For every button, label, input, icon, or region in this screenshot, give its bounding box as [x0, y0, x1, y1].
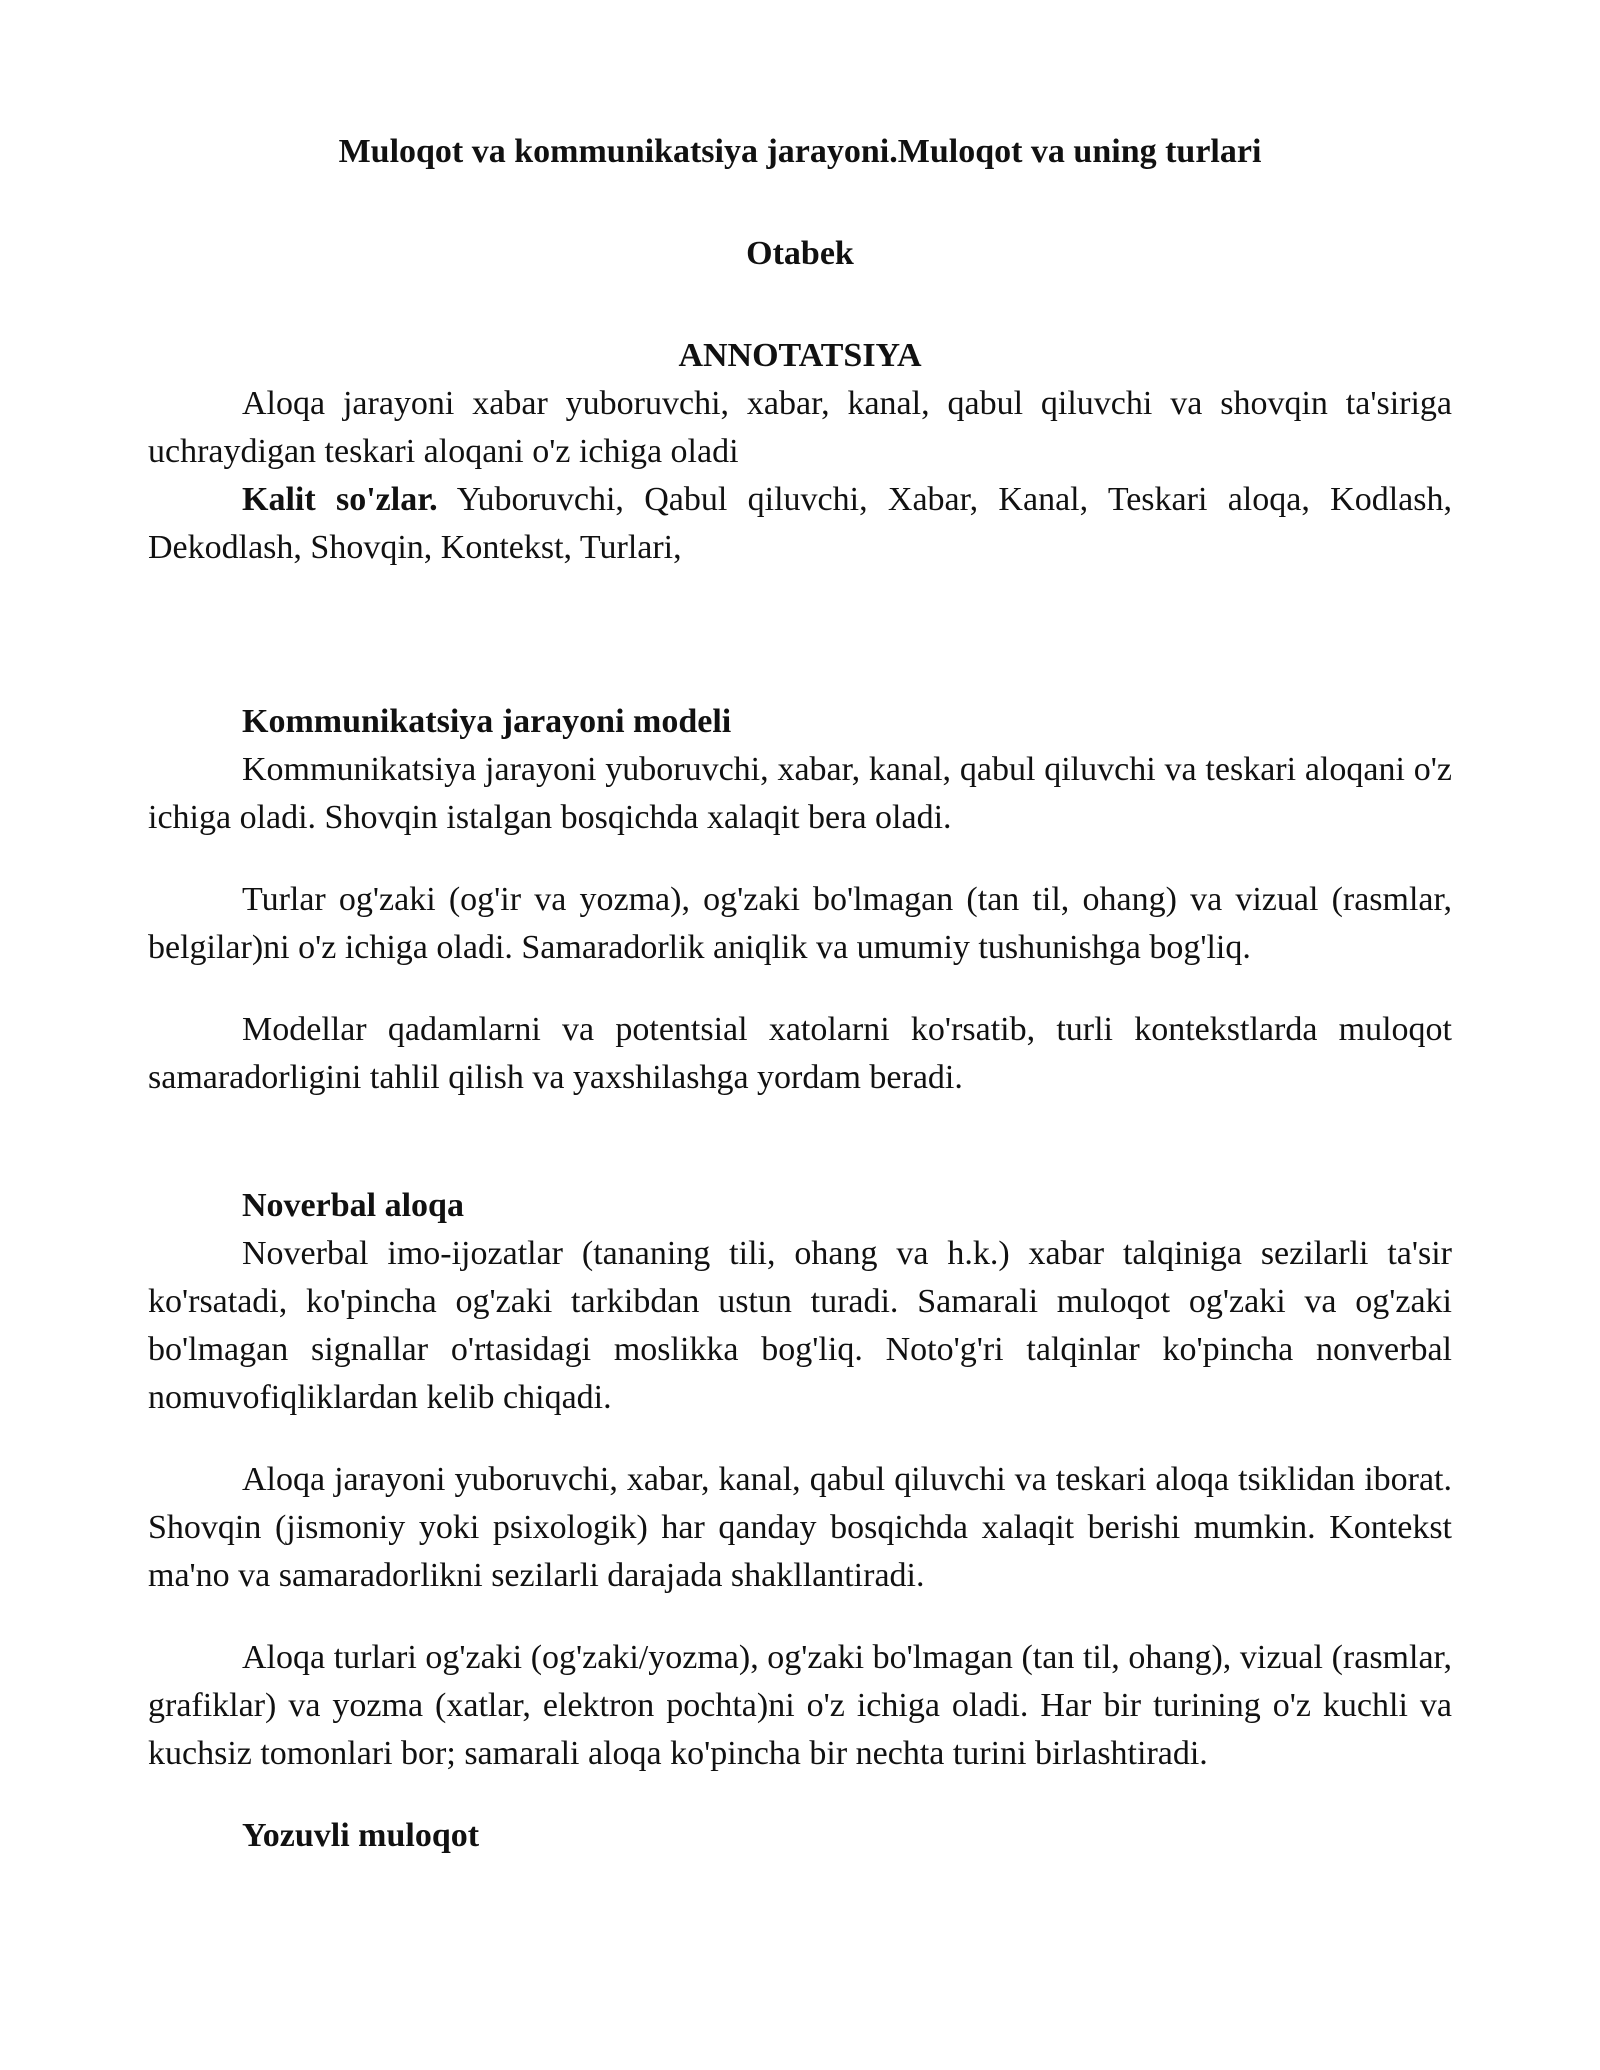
section-heading-nonverbal: Noverbal aloqa — [242, 1187, 464, 1224]
paragraph: Noverbal imo-ijozatlar (tananing tili, ohang va h.k.) xabar talqiniga sezilarli ta'sir ko'rsatadi, ko'pincha og'zaki tarkibdan ustun turadi. Samarali muloqot og'zaki va og'zaki bo'lmagan signallar o'rtasidagi moslikka bog'liq. Noto'g'ri talqinlar ko'pincha nonverbal nomuvofiqliklardan kelib chiqadi. — [148, 1235, 1452, 1416]
document-title: Muloqot va kommunikatsiya jarayoni.Muloqot va uning turlari — [338, 133, 1262, 170]
keywords-label: Kalit so'zlar. — [242, 481, 438, 518]
section-heading-model: Kommunikatsiya jarayoni modeli — [242, 703, 732, 740]
keywords-paragraph — [148, 476, 1452, 572]
keywords-text: Yuboruvchi, Qabul qiluvchi, Xabar, Kanal, Teskari aloqa, Kodlash, Dekodlash, Shovqin, Kontekst, Turlari, — [148, 481, 1452, 566]
paragraph: Turlar og'zaki (og'ir va yozma), og'zaki bo'lmagan (tan til, ohang) va vizual (rasmlar, belgilar)ni o'z ichiga oladi. Samaradorlik aniqlik va umumiy tushunishga bog'liq. — [148, 881, 1452, 966]
section-heading-written: Yozuvli muloqot — [242, 1817, 480, 1854]
annotation-text: Aloqa jarayoni xabar yuboruvchi, xabar, kanal, qabul qiluvchi va shovqin ta'siriga uchraydigan teskari aloqani o'z ichiga oladi — [148, 385, 1452, 470]
document-body — [148, 118, 1452, 1860]
author-name: Otabek — [746, 235, 854, 272]
paragraph: Aloqa jarayoni yuboruvchi, xabar, kanal, qabul qiluvchi va teskari aloqa tsiklidan iborat. Shovqin (jismoniy yoki psixologik) har qanday bosqichda xalaqit berishi mumkin. Kontekst ma'no va samaradorlikni sezilarli darajada shakllantiradi. — [148, 1461, 1452, 1594]
paragraph: Modellar qadamlarni va potentsial xatolarni ko'rsatib, turli kontekstlarda muloqot samaradorligini tahlil qilish va yaxshilashga yordam beradi. — [148, 1011, 1452, 1096]
paragraph: Kommunikatsiya jarayoni yuboruvchi, xabar, kanal, qabul qiluvchi va teskari aloqani o'z ichiga oladi. Shovqin istalgan bosqichda xalaqit bera oladi. — [148, 751, 1452, 836]
annotation-heading: ANNOTATSIYA — [678, 337, 922, 374]
paragraph: Aloqa turlari og'zaki (og'zaki/yozma), og'zaki bo'lmagan (tan til, ohang), vizual (rasmlar, grafiklar) va yozma (xatlar, elektron pochta)ni o'z ichiga oladi. Har bir turining o'z kuchli va kuchsiz tomonlari bor; samarali aloqa ko'pincha bir nechta turini birlashtiradi. — [148, 1639, 1452, 1772]
